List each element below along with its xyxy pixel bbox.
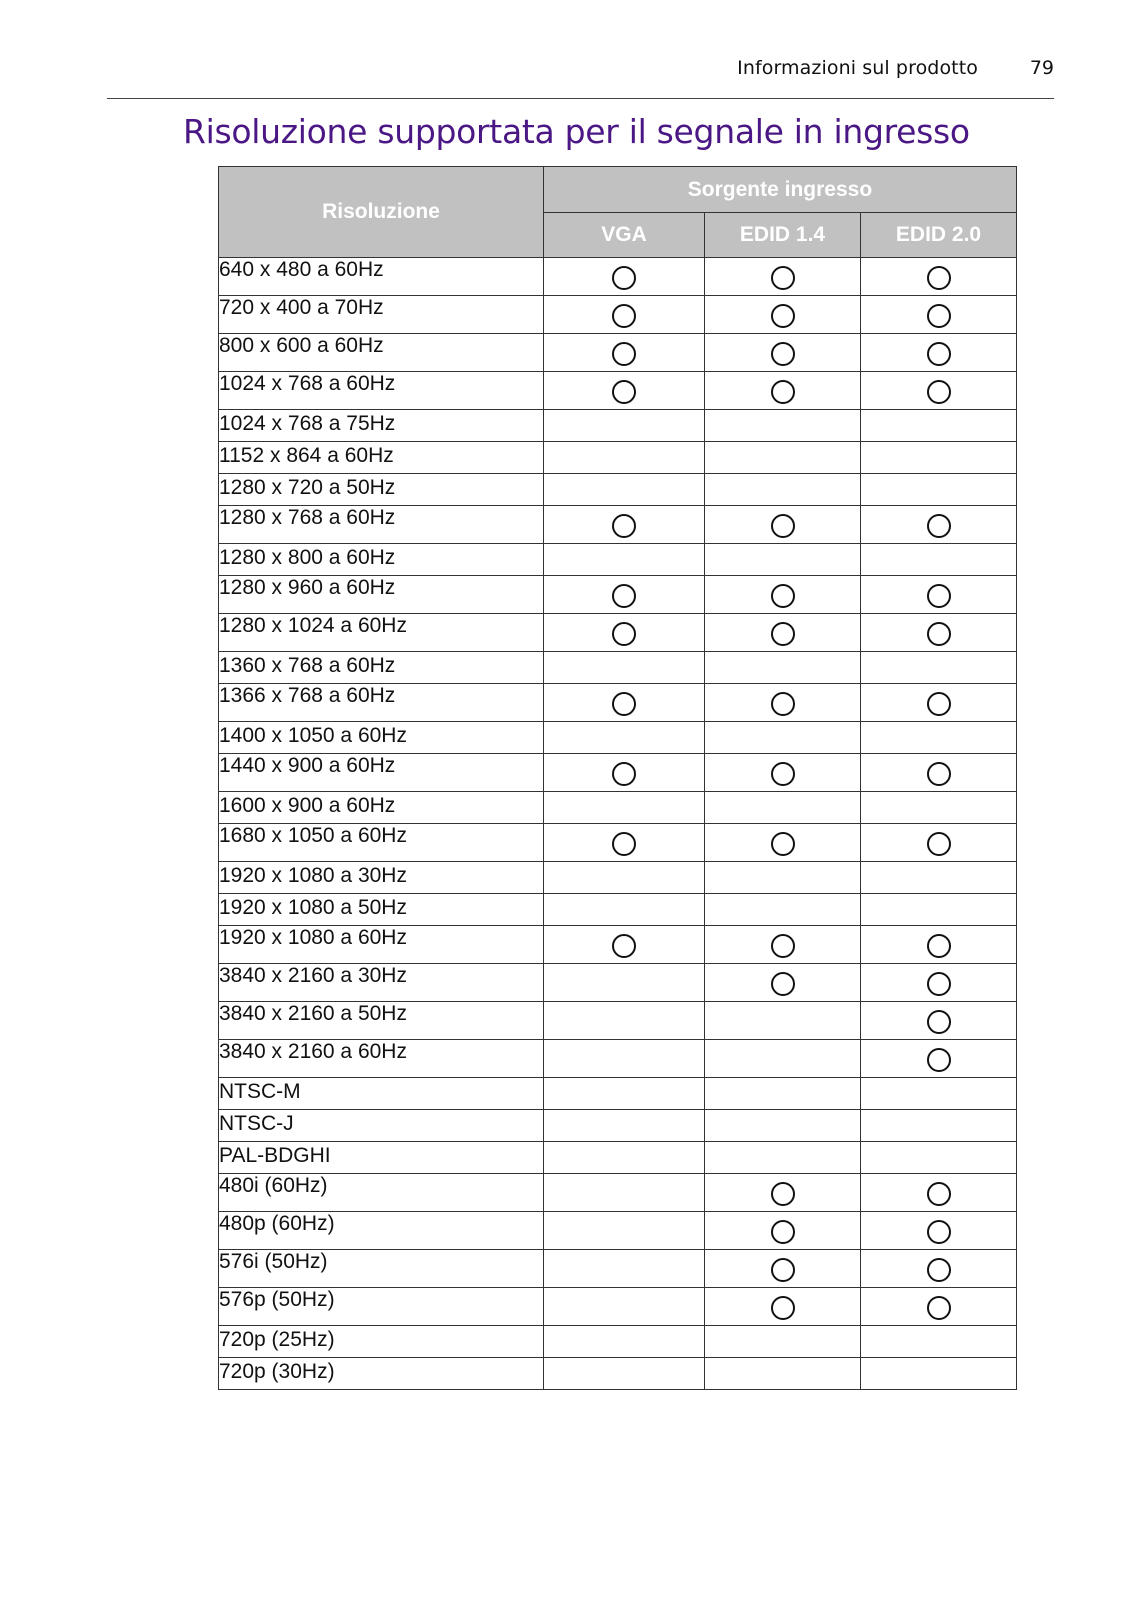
table-row	[219, 1326, 1017, 1358]
supported-circle-icon	[612, 266, 636, 290]
support-cell-edid-2-0	[861, 722, 1017, 754]
support-cell-edid-1-4	[705, 1174, 861, 1212]
table-row	[219, 442, 1017, 474]
support-cell-edid-1-4	[705, 652, 861, 684]
table-row	[219, 474, 1017, 506]
support-cell-edid-1-4	[705, 1288, 861, 1326]
resolution-label: 1400 x 1050 a 60Hz	[219, 722, 544, 754]
table-row	[219, 334, 1017, 372]
support-cell-edid-1-4	[705, 1358, 861, 1390]
supported-circle-icon	[612, 762, 636, 786]
column-group-header-input-source: Sorgente ingresso	[544, 167, 1017, 213]
supported-circle-icon	[927, 762, 951, 786]
supported-circle-icon	[927, 972, 951, 996]
resolution-label: 1280 x 1024 a 60Hz	[219, 614, 544, 652]
support-cell-vga	[544, 258, 705, 296]
supported-circle-icon	[771, 622, 795, 646]
resolution-label: 1152 x 864 a 60Hz	[219, 442, 544, 474]
support-cell-edid-1-4	[705, 544, 861, 576]
resolution-label: 1024 x 768 a 60Hz	[219, 372, 544, 410]
support-cell-edid-1-4	[705, 1110, 861, 1142]
support-cell-edid-1-4	[705, 926, 861, 964]
support-cell-edid-2-0	[861, 1040, 1017, 1078]
table-row	[219, 964, 1017, 1002]
resolution-label: 1366 x 768 a 60Hz	[219, 684, 544, 722]
support-cell-edid-2-0	[861, 1078, 1017, 1110]
support-cell-edid-1-4	[705, 442, 861, 474]
table-row	[219, 1174, 1017, 1212]
resolution-label: 576p (50Hz)	[219, 1288, 544, 1326]
supported-circle-icon	[612, 514, 636, 538]
supported-circle-icon	[927, 832, 951, 856]
resolution-label: 1920 x 1080 a 50Hz	[219, 894, 544, 926]
resolution-label: 720p (30Hz)	[219, 1358, 544, 1390]
table-row	[219, 722, 1017, 754]
support-cell-edid-1-4	[705, 410, 861, 442]
support-cell-vga	[544, 296, 705, 334]
supported-circle-icon	[927, 1010, 951, 1034]
table-body	[219, 258, 1017, 1390]
running-header	[107, 54, 1054, 84]
support-cell-vga	[544, 1174, 705, 1212]
table-row	[219, 372, 1017, 410]
support-cell-edid-2-0	[861, 1174, 1017, 1212]
support-cell-edid-1-4	[705, 792, 861, 824]
support-cell-vga	[544, 442, 705, 474]
table-row	[219, 792, 1017, 824]
support-cell-vga	[544, 754, 705, 792]
support-cell-edid-2-0	[861, 1142, 1017, 1174]
support-cell-edid-1-4	[705, 684, 861, 722]
support-cell-edid-2-0	[861, 754, 1017, 792]
supported-circle-icon	[771, 1296, 795, 1320]
supported-circle-icon	[927, 266, 951, 290]
column-header-resolution: Risoluzione	[219, 167, 544, 258]
supported-circle-icon	[927, 692, 951, 716]
table-row	[219, 1288, 1017, 1326]
support-cell-vga	[544, 792, 705, 824]
support-cell-edid-2-0	[861, 652, 1017, 684]
resolution-label: 1280 x 768 a 60Hz	[219, 506, 544, 544]
support-cell-vga	[544, 1358, 705, 1390]
resolution-label: 1680 x 1050 a 60Hz	[219, 824, 544, 862]
page-title: Risoluzione supportata per il segnale in ingresso	[183, 112, 970, 151]
support-cell-edid-1-4	[705, 474, 861, 506]
support-cell-edid-2-0	[861, 372, 1017, 410]
support-cell-edid-2-0	[861, 258, 1017, 296]
supported-circle-icon	[927, 342, 951, 366]
support-cell-edid-2-0	[861, 410, 1017, 442]
support-cell-vga	[544, 684, 705, 722]
support-cell-vga	[544, 964, 705, 1002]
resolution-label: NTSC-J	[219, 1110, 544, 1142]
support-cell-vga	[544, 1110, 705, 1142]
resolution-label: 1024 x 768 a 75Hz	[219, 410, 544, 442]
support-cell-edid-1-4	[705, 1002, 861, 1040]
supported-circle-icon	[612, 584, 636, 608]
support-cell-edid-1-4	[705, 722, 861, 754]
resolution-label: 720p (25Hz)	[219, 1326, 544, 1358]
supported-circle-icon	[927, 622, 951, 646]
supported-circle-icon	[771, 692, 795, 716]
supported-circle-icon	[927, 1258, 951, 1282]
supported-circle-icon	[612, 304, 636, 328]
support-cell-edid-2-0	[861, 614, 1017, 652]
table-row	[219, 894, 1017, 926]
support-cell-vga	[544, 926, 705, 964]
support-cell-edid-1-4	[705, 754, 861, 792]
supported-circle-icon	[771, 762, 795, 786]
table-row	[219, 926, 1017, 964]
support-cell-edid-2-0	[861, 506, 1017, 544]
table-row	[219, 652, 1017, 684]
support-cell-edid-2-0	[861, 1110, 1017, 1142]
support-cell-edid-1-4	[705, 1040, 861, 1078]
table-row	[219, 1078, 1017, 1110]
supported-circle-icon	[612, 380, 636, 404]
support-cell-edid-1-4	[705, 506, 861, 544]
supported-circle-icon	[771, 514, 795, 538]
supported-circle-icon	[771, 934, 795, 958]
support-cell-edid-2-0	[861, 334, 1017, 372]
support-cell-edid-2-0	[861, 296, 1017, 334]
support-cell-vga	[544, 1002, 705, 1040]
support-cell-edid-1-4	[705, 576, 861, 614]
support-cell-vga	[544, 410, 705, 442]
table-row	[219, 1212, 1017, 1250]
table-row	[219, 410, 1017, 442]
supported-circle-icon	[771, 1220, 795, 1244]
support-cell-vga	[544, 1326, 705, 1358]
resolution-label: 1280 x 720 a 50Hz	[219, 474, 544, 506]
support-cell-edid-1-4	[705, 1078, 861, 1110]
table-row	[219, 684, 1017, 722]
support-cell-edid-1-4	[705, 1142, 861, 1174]
support-cell-edid-1-4	[705, 372, 861, 410]
supported-circle-icon	[771, 1182, 795, 1206]
supported-circle-icon	[927, 584, 951, 608]
support-cell-vga	[544, 474, 705, 506]
resolution-label: 576i (50Hz)	[219, 1250, 544, 1288]
table-row	[219, 1110, 1017, 1142]
support-cell-vga	[544, 1212, 705, 1250]
supported-circle-icon	[771, 304, 795, 328]
supported-circle-icon	[612, 692, 636, 716]
support-cell-vga	[544, 652, 705, 684]
support-cell-edid-1-4	[705, 964, 861, 1002]
support-cell-vga	[544, 722, 705, 754]
resolution-label: 800 x 600 a 60Hz	[219, 334, 544, 372]
supported-circle-icon	[771, 832, 795, 856]
support-cell-edid-2-0	[861, 544, 1017, 576]
support-cell-edid-2-0	[861, 824, 1017, 862]
support-cell-vga	[544, 372, 705, 410]
header-section-title: Informazioni sul prodotto	[737, 57, 978, 79]
table-row	[219, 1002, 1017, 1040]
resolution-label: 1600 x 900 a 60Hz	[219, 792, 544, 824]
supported-circle-icon	[927, 1048, 951, 1072]
support-cell-edid-1-4	[705, 614, 861, 652]
support-cell-edid-2-0	[861, 1358, 1017, 1390]
support-cell-edid-2-0	[861, 474, 1017, 506]
resolution-label: 1280 x 960 a 60Hz	[219, 576, 544, 614]
resolution-label: 640 x 480 a 60Hz	[219, 258, 544, 296]
table-row	[219, 576, 1017, 614]
supported-circle-icon	[771, 972, 795, 996]
support-cell-edid-2-0	[861, 1002, 1017, 1040]
column-header-edid-2-0: EDID 2.0	[861, 213, 1017, 258]
resolution-label: 1360 x 768 a 60Hz	[219, 652, 544, 684]
support-cell-edid-1-4	[705, 334, 861, 372]
supported-circle-icon	[612, 622, 636, 646]
support-cell-edid-1-4	[705, 1212, 861, 1250]
support-cell-edid-2-0	[861, 442, 1017, 474]
supported-circle-icon	[927, 934, 951, 958]
resolution-label: 1920 x 1080 a 60Hz	[219, 926, 544, 964]
resolution-label: 1920 x 1080 a 30Hz	[219, 862, 544, 894]
table-row	[219, 1250, 1017, 1288]
support-cell-vga	[544, 824, 705, 862]
table-row	[219, 614, 1017, 652]
support-cell-vga	[544, 1040, 705, 1078]
support-cell-vga	[544, 894, 705, 926]
resolution-label: 3840 x 2160 a 30Hz	[219, 964, 544, 1002]
supported-circle-icon	[927, 304, 951, 328]
support-cell-vga	[544, 862, 705, 894]
resolution-label: NTSC-M	[219, 1078, 544, 1110]
support-cell-vga	[544, 544, 705, 576]
table-row	[219, 544, 1017, 576]
resolution-label: 480p (60Hz)	[219, 1212, 544, 1250]
supported-circle-icon	[927, 1182, 951, 1206]
supported-circle-icon	[771, 1258, 795, 1282]
supported-circle-icon	[927, 380, 951, 404]
support-cell-edid-2-0	[861, 1212, 1017, 1250]
supported-circle-icon	[927, 1220, 951, 1244]
support-cell-vga	[544, 334, 705, 372]
resolution-label: 3840 x 2160 a 50Hz	[219, 1002, 544, 1040]
support-cell-edid-2-0	[861, 1326, 1017, 1358]
support-cell-edid-1-4	[705, 862, 861, 894]
support-cell-vga	[544, 576, 705, 614]
support-cell-edid-1-4	[705, 258, 861, 296]
table-row	[219, 862, 1017, 894]
supported-circle-icon	[927, 514, 951, 538]
support-cell-edid-2-0	[861, 684, 1017, 722]
resolution-label: 1280 x 800 a 60Hz	[219, 544, 544, 576]
resolution-label: 1440 x 900 a 60Hz	[219, 754, 544, 792]
support-cell-edid-2-0	[861, 862, 1017, 894]
support-cell-edid-1-4	[705, 1250, 861, 1288]
supported-circle-icon	[612, 934, 636, 958]
support-cell-edid-2-0	[861, 792, 1017, 824]
support-cell-edid-1-4	[705, 894, 861, 926]
supported-circle-icon	[612, 832, 636, 856]
supported-circle-icon	[771, 584, 795, 608]
support-cell-edid-1-4	[705, 1326, 861, 1358]
table-row	[219, 1142, 1017, 1174]
resolution-label: 3840 x 2160 a 60Hz	[219, 1040, 544, 1078]
header-divider	[107, 98, 1054, 99]
resolution-label: 480i (60Hz)	[219, 1174, 544, 1212]
support-cell-vga	[544, 614, 705, 652]
support-cell-edid-2-0	[861, 1288, 1017, 1326]
table-row	[219, 1040, 1017, 1078]
supported-circle-icon	[927, 1296, 951, 1320]
column-header-vga: VGA	[544, 213, 705, 258]
supported-circle-icon	[771, 266, 795, 290]
supported-circle-icon	[771, 380, 795, 404]
support-cell-edid-1-4	[705, 824, 861, 862]
support-cell-edid-1-4	[705, 296, 861, 334]
support-cell-vga	[544, 1078, 705, 1110]
support-cell-vga	[544, 1250, 705, 1288]
support-cell-edid-2-0	[861, 1250, 1017, 1288]
table-row	[219, 824, 1017, 862]
page-number: 79	[1029, 57, 1054, 79]
column-header-edid-1-4: EDID 1.4	[705, 213, 861, 258]
table-row	[219, 258, 1017, 296]
support-cell-edid-2-0	[861, 964, 1017, 1002]
table-row	[219, 1358, 1017, 1390]
supported-circle-icon	[612, 342, 636, 366]
resolution-table	[218, 166, 1017, 1390]
support-cell-vga	[544, 506, 705, 544]
support-cell-edid-2-0	[861, 926, 1017, 964]
support-cell-edid-2-0	[861, 576, 1017, 614]
support-cell-vga	[544, 1142, 705, 1174]
support-cell-vga	[544, 1288, 705, 1326]
supported-circle-icon	[771, 342, 795, 366]
table-row	[219, 754, 1017, 792]
resolution-label: 720 x 400 a 70Hz	[219, 296, 544, 334]
table-row	[219, 506, 1017, 544]
table-row	[219, 296, 1017, 334]
resolution-label: PAL-BDGHI	[219, 1142, 544, 1174]
support-cell-edid-2-0	[861, 894, 1017, 926]
